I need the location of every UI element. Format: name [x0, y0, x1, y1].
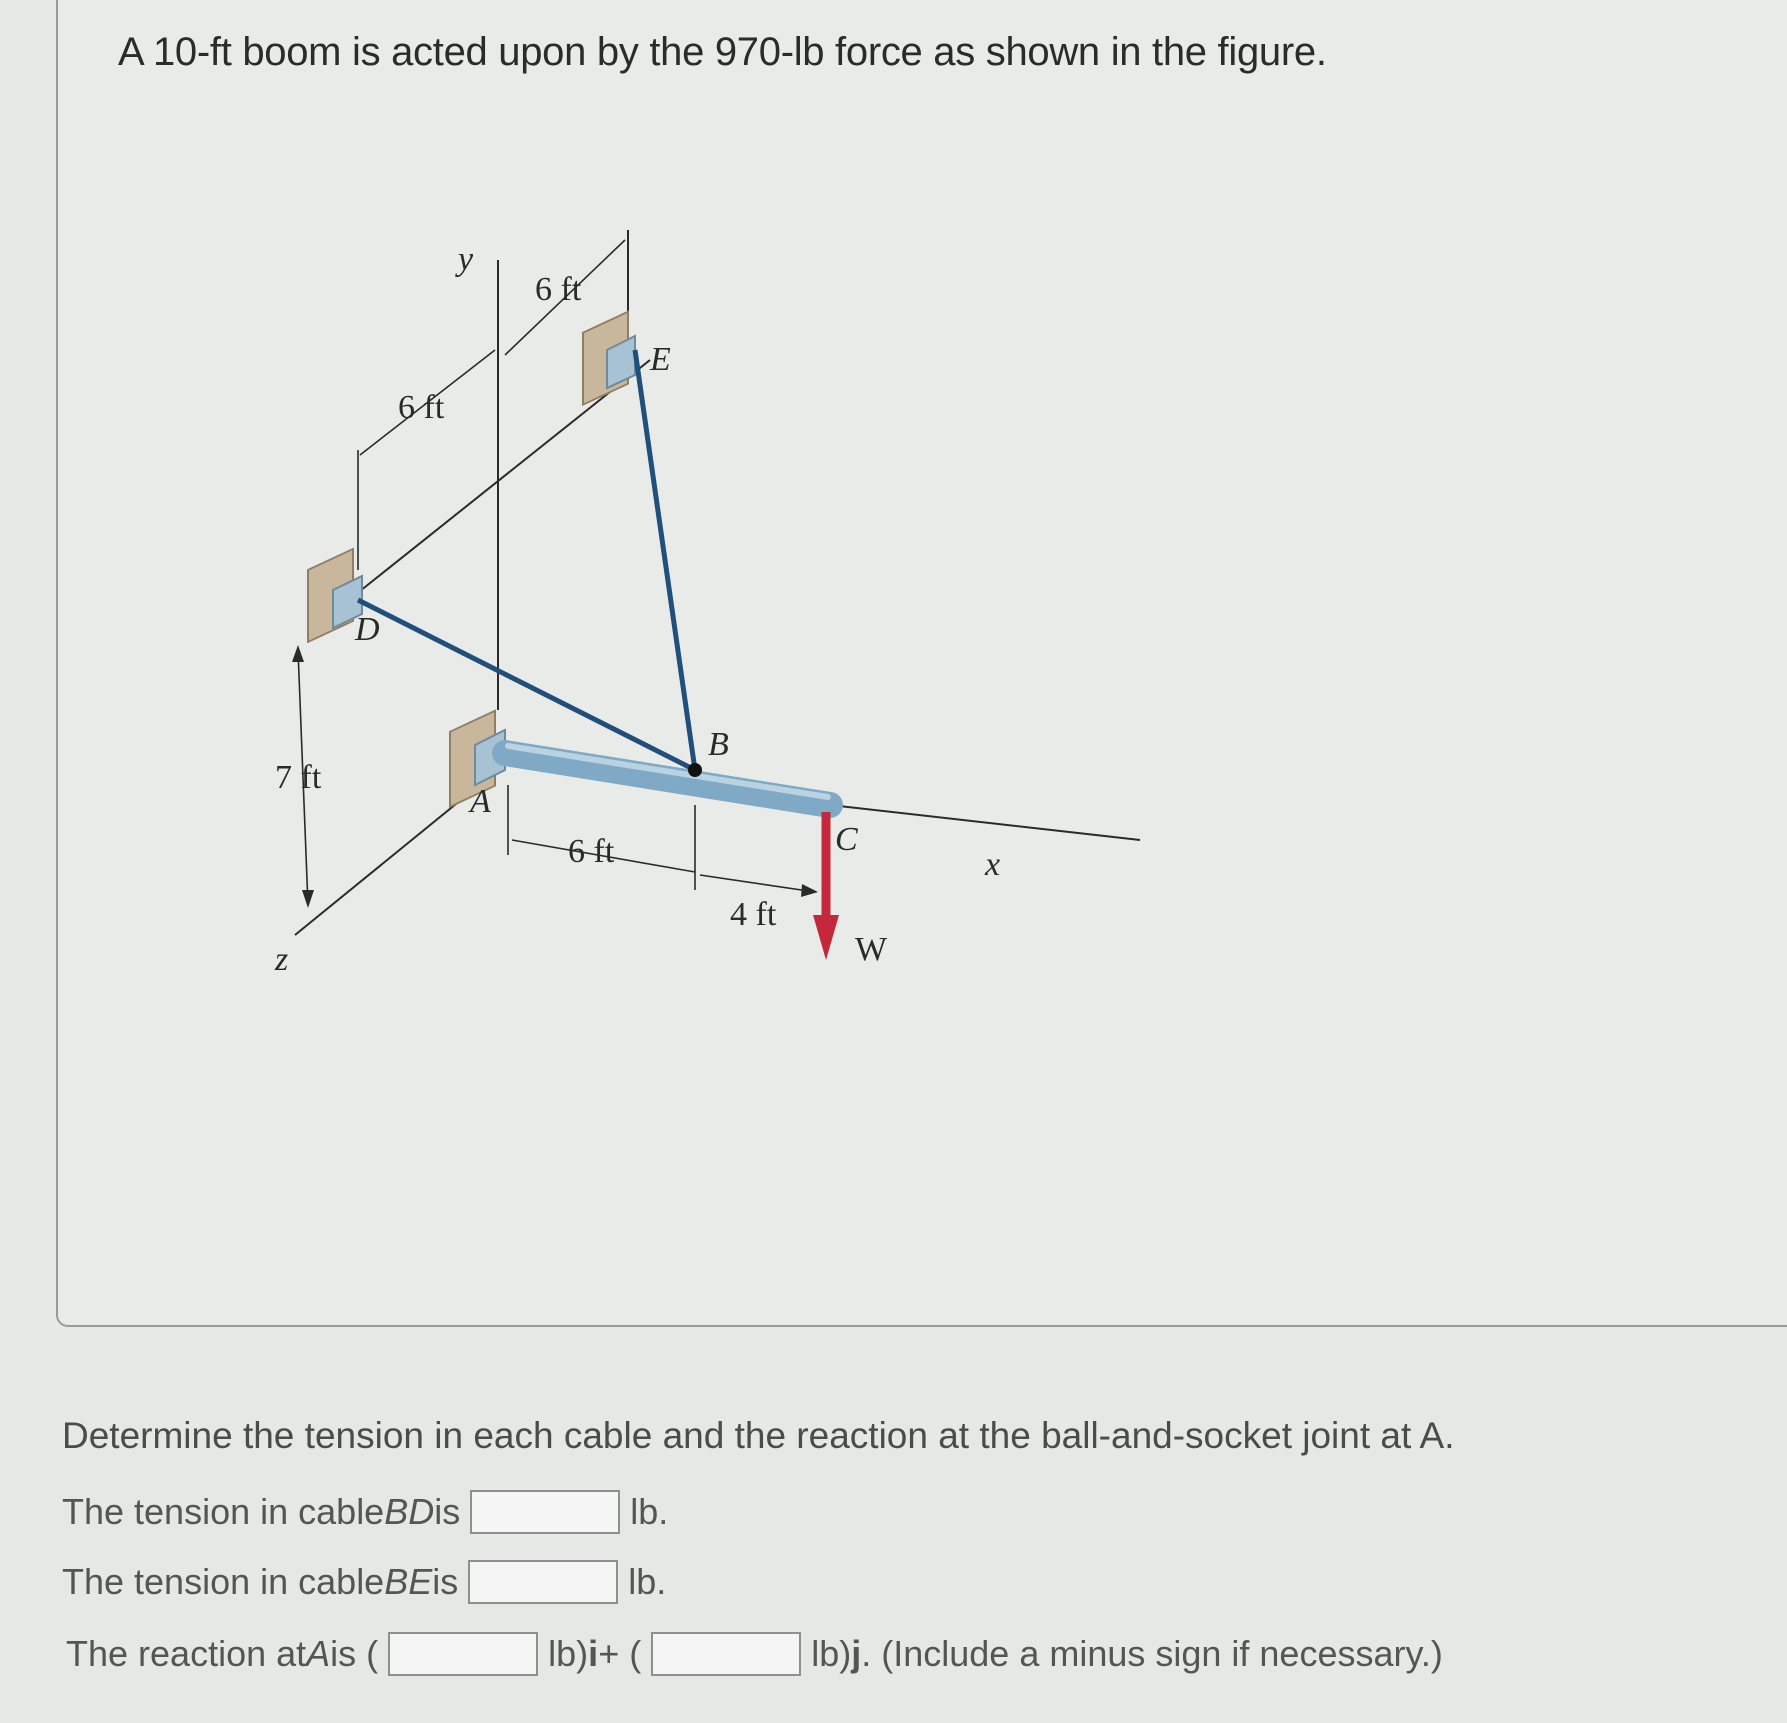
label-dim-AB: 6 ft [568, 833, 615, 870]
be-cable-name: BE [384, 1561, 433, 1602]
reaction-i-input[interactable] [388, 1632, 538, 1676]
reaction-j-input[interactable] [651, 1632, 801, 1676]
label-C: C [835, 821, 858, 858]
unit-vector-i: i [588, 1633, 599, 1674]
reaction-unit-j: lb) [811, 1633, 852, 1674]
force-W-arrowhead [813, 915, 839, 960]
dim-7ft-arrow-top [292, 645, 304, 662]
problem-statement: A 10-ft boom is acted upon by the 970-lb force as shown in the figure. [118, 30, 1327, 74]
dim-BC-arrow [801, 884, 818, 897]
bd-prefix: The tension in cable [62, 1491, 385, 1532]
reaction-note: . (Include a minus sign if necessary.) [861, 1633, 1443, 1674]
reaction-point: A [306, 1633, 331, 1674]
label-dim-vertical: 7 ft [275, 759, 322, 796]
answer-row-reaction [66, 1632, 1443, 1676]
dim-7ft-arrow-bottom [302, 890, 314, 908]
answer-row-be [62, 1560, 666, 1604]
reaction-plus: + ( [598, 1633, 642, 1674]
boom [505, 753, 830, 805]
reaction-prefix: The reaction at [66, 1633, 307, 1674]
bd-cable-name: BD [384, 1491, 435, 1532]
label-D: D [355, 611, 380, 648]
bd-mid: is [434, 1491, 461, 1532]
label-A: A [470, 783, 491, 820]
x-axis-line [830, 805, 1140, 840]
label-B: B [708, 726, 729, 763]
bd-tension-input[interactable] [470, 1490, 620, 1534]
label-E: E [650, 341, 671, 378]
unit-vector-j: j [851, 1633, 862, 1674]
label-dim-BC: 4 ft [730, 896, 777, 933]
reaction-mid: is ( [330, 1633, 379, 1674]
cable-BE [635, 350, 695, 770]
label-dim-left: 6 ft [398, 389, 445, 426]
label-x: x [985, 846, 1001, 883]
bracket-D [308, 549, 362, 642]
label-z: z [275, 941, 289, 978]
joint-B [688, 763, 702, 777]
bracket-E [583, 312, 635, 405]
boom-figure [250, 200, 1270, 1140]
question-text: Determine the tension in each cable and the reaction at the ball-and-socket joint at A. [62, 1415, 1455, 1456]
be-mid: is [432, 1561, 459, 1602]
reaction-unit-i: lb) [548, 1633, 589, 1674]
be-prefix: The tension in cable [62, 1561, 385, 1602]
be-tension-input[interactable] [468, 1560, 618, 1604]
dim-BC-line [700, 875, 815, 892]
label-dim-top: 6 ft [535, 271, 582, 308]
label-y: y [458, 241, 474, 278]
bd-unit: lb. [630, 1491, 669, 1532]
label-W: W [855, 931, 888, 968]
be-unit: lb. [628, 1561, 667, 1602]
answer-row-bd [62, 1490, 668, 1534]
